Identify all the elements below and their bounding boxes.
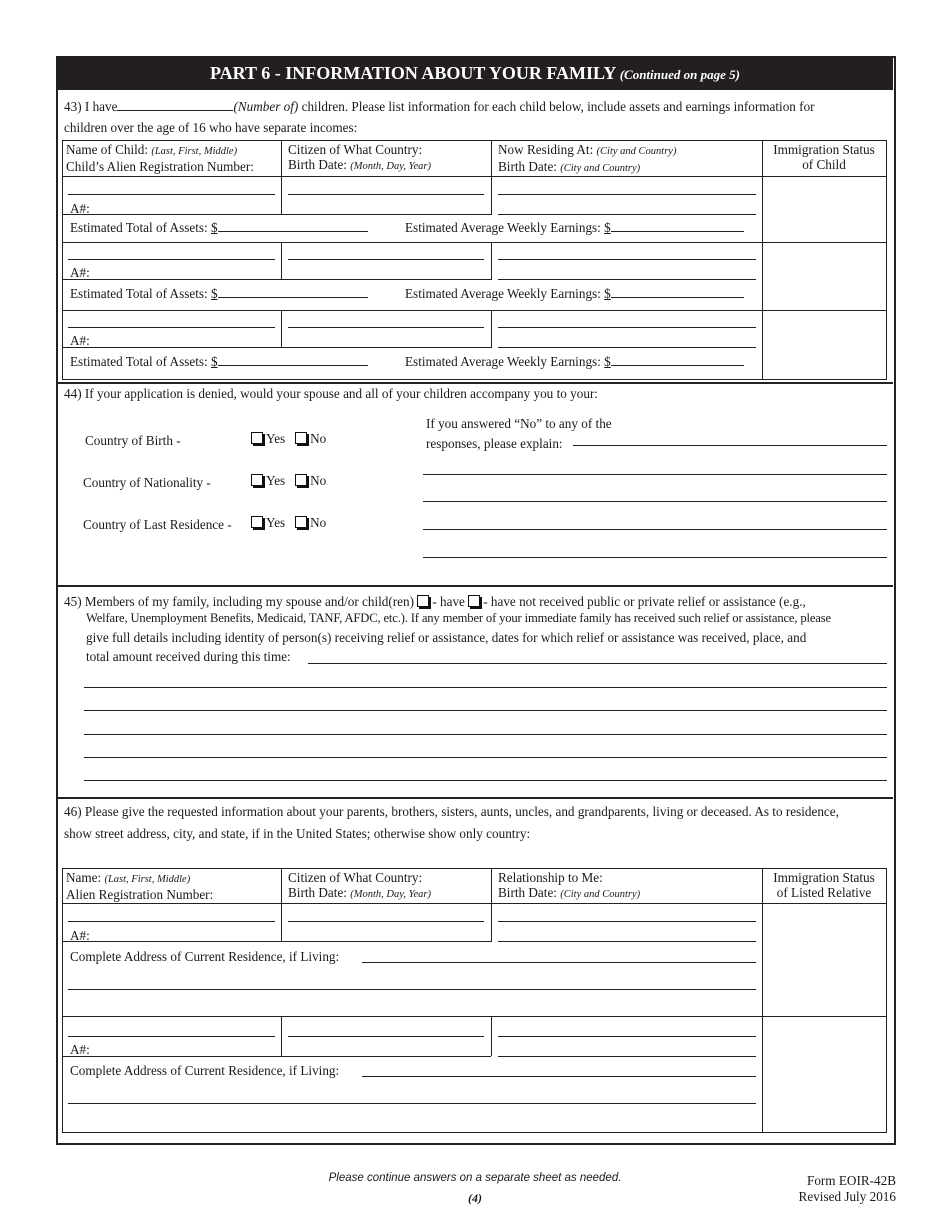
q45-details-field[interactable] <box>308 663 887 664</box>
child1-earnings-field[interactable] <box>611 231 744 232</box>
child2-assets: Estimated Total of Assets: $ <box>70 286 368 302</box>
relatives-col3-header: Relationship to Me: Birth Date: (City and Country) <box>498 870 641 900</box>
section-header <box>57 57 893 90</box>
children-col1-header: Name of Child: (Last, First, Middle) Child’s Alien Registration Number: <box>66 142 254 174</box>
q44-explain-label: If you answered “No” to any of the responses, please explain: <box>426 416 612 451</box>
child3-assets-field[interactable] <box>218 365 368 366</box>
page-number: (4) <box>468 1191 482 1205</box>
relative1-address-field[interactable] <box>362 962 756 963</box>
child3-earnings-field[interactable] <box>611 365 744 366</box>
relatives-table <box>62 868 887 1133</box>
q45-line3: give full details including identity of person(s) receiving relief or assistance, dates for which relief or assistance was received, place, and <box>86 630 807 645</box>
q45-line4: total amount received during this time: <box>86 649 291 664</box>
q44-row-residence: Country of Last Residence - <box>83 517 232 532</box>
q44-row-birth: Country of Birth - <box>85 433 181 448</box>
child1-a-number: A#: <box>70 201 90 216</box>
child1-assets: Estimated Total of Assets: $ <box>70 220 368 236</box>
nationality-yes-checkbox[interactable] <box>251 474 263 486</box>
relatives-col4-header: Immigration Status of Listed Relative <box>773 870 875 900</box>
relative1-country-field[interactable] <box>288 921 484 922</box>
relative1-name-field[interactable] <box>68 921 275 922</box>
q44-row-nationality: Country of Nationality - <box>83 475 211 490</box>
q44-question: 44) If your application is denied, would your spouse and all of your children accompany you to your: <box>64 386 598 401</box>
residence-no-checkbox[interactable] <box>295 516 307 528</box>
relative2-relationship-field[interactable] <box>498 1036 756 1037</box>
children-col2-header: Citizen of What Country: Birth Date: (Month, Day, Year) <box>288 142 431 172</box>
nationality-no-checkbox[interactable] <box>295 474 307 486</box>
q45-text: 45) Members of my family, including my spouse and/or child(ren) - have - have not received public or private relief or assistance (e.g., <box>64 594 806 609</box>
form-number: Form EOIR-42B Revised July 2016 <box>798 1173 896 1204</box>
q44-birth-options: Yes No <box>251 431 326 447</box>
relative2-name-field[interactable] <box>68 1036 275 1037</box>
child2-assets-field[interactable] <box>218 297 368 298</box>
relative2-address-label: Complete Address of Current Residence, if Living: <box>70 1063 340 1078</box>
birth-yes-checkbox[interactable] <box>251 432 263 444</box>
child2-earnings-field[interactable] <box>611 297 744 298</box>
assistance-have-checkbox[interactable] <box>417 595 429 607</box>
child2-earnings: Estimated Average Weekly Earnings: $ <box>405 286 744 302</box>
q46-intro: 46) Please give the requested information about your parents, brothers, sisters, aunts, uncles, and grandparents, living or deceased. As to residence, show street address, city, and state, if in the United States; otherwise show only country: <box>64 804 839 841</box>
child3-residence-field[interactable] <box>498 327 756 328</box>
relative1-a-number: A#: <box>70 928 90 943</box>
relative2-a-number: A#: <box>70 1042 90 1057</box>
footer-note: Please continue answers on a separate sheet as needed. <box>328 1172 622 1184</box>
child3-name-field[interactable] <box>68 327 275 328</box>
child2-country-field[interactable] <box>288 259 484 260</box>
q45-line2: Welfare, Unemployment Benefits, Medicaid, TANF, AFDC, etc.). If any member of your immediate family has received such relief or assistance, please <box>86 611 831 625</box>
assistance-have-not-checkbox[interactable] <box>468 595 480 607</box>
relatives-col2-header: Citizen of What Country: Birth Date: (Month, Day, Year) <box>288 870 431 900</box>
q44-residence-options: Yes No <box>251 515 326 531</box>
section-title: PART 6 - INFORMATION ABOUT YOUR FAMILY <box>210 63 617 83</box>
relative2-country-field[interactable] <box>288 1036 484 1037</box>
child2-residence-field[interactable] <box>498 259 756 260</box>
section-note: (Continued on page 5) <box>619 67 740 82</box>
child3-earnings: Estimated Average Weekly Earnings: $ <box>405 354 744 370</box>
child2-name-field[interactable] <box>68 259 275 260</box>
children-col4-header: Immigration Status of Child <box>773 142 875 172</box>
child3-country-field[interactable] <box>288 327 484 328</box>
q43-intro: 43) I have (Number of) children. Please list information for each child below, include assets and earnings information for children over the age of 16 who have separate incomes: <box>64 99 815 135</box>
relative2-address-field[interactable] <box>362 1076 756 1077</box>
residence-yes-checkbox[interactable] <box>251 516 263 528</box>
children-count-field[interactable] <box>117 110 233 111</box>
child1-name-field[interactable] <box>68 194 275 195</box>
relatives-col1-header: Name: (Last, First, Middle) Alien Registration Number: <box>66 870 214 902</box>
child1-earnings: Estimated Average Weekly Earnings: $ <box>405 220 744 236</box>
birth-no-checkbox[interactable] <box>295 432 307 444</box>
child3-a-number: A#: <box>70 333 90 348</box>
child1-assets-field[interactable] <box>218 231 368 232</box>
q44-explain-field[interactable] <box>573 445 887 446</box>
children-col3-header: Now Residing At: (City and Country) Birth Date: (City and Country) <box>498 142 677 174</box>
child2-a-number: A#: <box>70 265 90 280</box>
child3-assets: Estimated Total of Assets: $ <box>70 354 368 370</box>
relative1-address-label: Complete Address of Current Residence, if Living: <box>70 949 340 964</box>
child1-residence-field[interactable] <box>498 194 756 195</box>
child1-country-field[interactable] <box>288 194 484 195</box>
relative1-relationship-field[interactable] <box>498 921 756 922</box>
q44-nationality-options: Yes No <box>251 473 326 489</box>
